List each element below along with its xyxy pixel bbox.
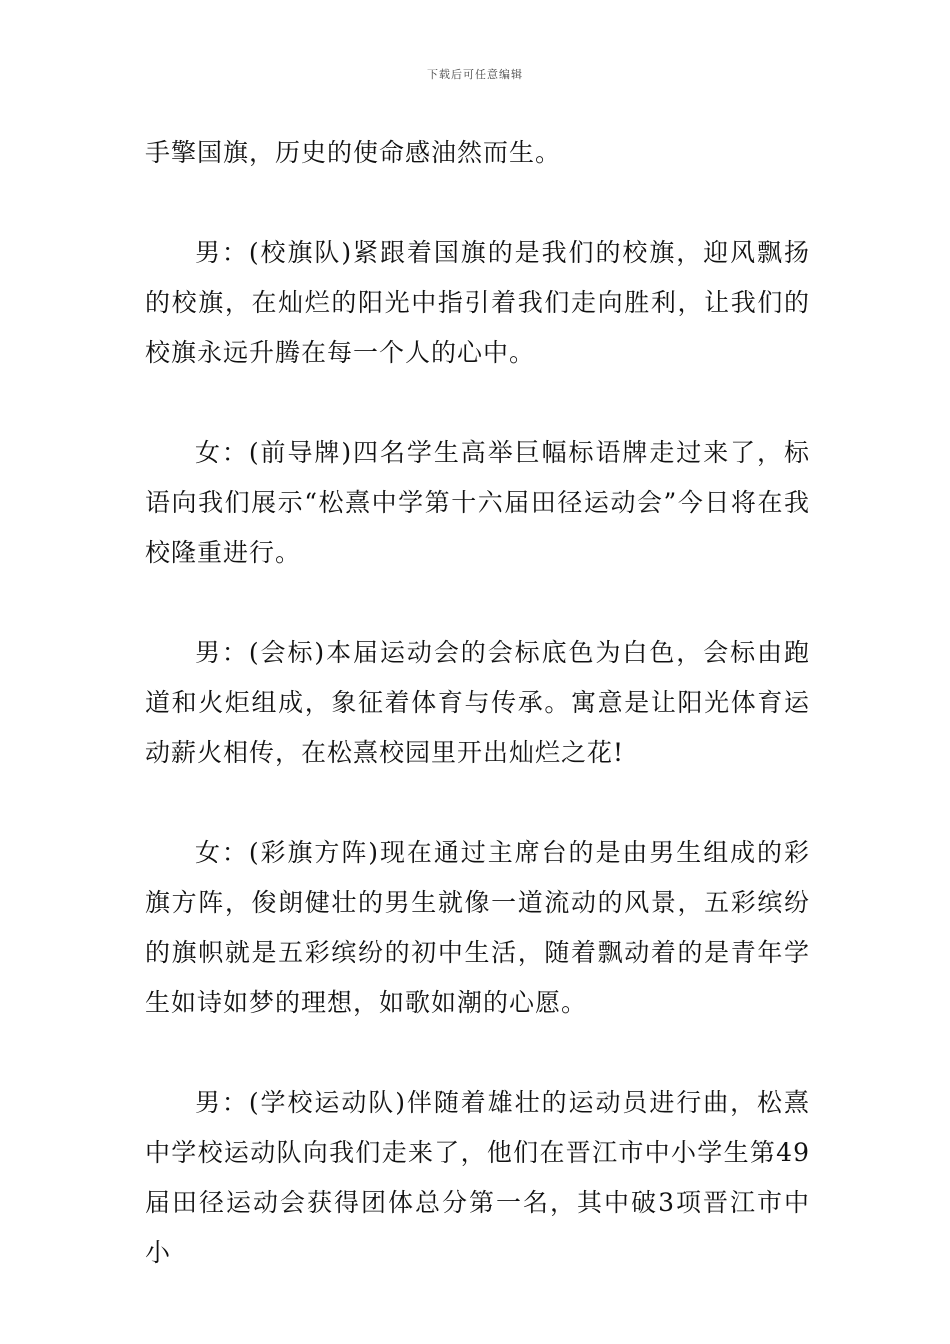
paragraph-lead-sign: 女：(前导牌)四名学生高举巨幅标语牌走过来了，标语向我们展示“松熹中学第十六届田径运动会”今日将在我校隆重进行。 — [145, 438, 810, 567]
paragraph-emblem: 男：(会标)本届运动会的会标底色为白色，会标由跑道和火炬组成，象征着体育与传承。寓意是让阳光体育运动薪火相传，在松熹校园里开出灿烂之花! — [145, 638, 810, 767]
paragraph-continuation: 手擎国旗，历史的使命感油然而生。 — [145, 138, 562, 167]
paragraph-school-flag-team: 男：(校旗队)紧跟着国旗的是我们的校旗，迎风飘扬的校旗，在灿烂的阳光中指引着我们走向胜利，让我们的校旗永远升腾在每一个人的心中。 — [145, 238, 810, 367]
document-body — [145, 128, 810, 1328]
paragraph-school-sports-team: 男：(学校运动队)伴随着雄壮的运动员进行曲，松熹中学校运动队向我们走来了，他们在晋江市中小学生第49届田径运动会获得团体总分第一名，其中破3项晋江市中小 — [145, 1088, 810, 1267]
page-header: 下载后可任意编辑 — [427, 68, 523, 81]
paragraph-color-flag-phalanx: 女：(彩旗方阵)现在通过主席台的是由男生组成的彩旗方阵，俊朗健壮的男生就像一道流动的风景，五彩缤纷的旗帜就是五彩缤纷的初中生活，随着飘动着的是青年学生如诗如梦的理想，如歌如潮的心愿。 — [145, 838, 810, 1017]
